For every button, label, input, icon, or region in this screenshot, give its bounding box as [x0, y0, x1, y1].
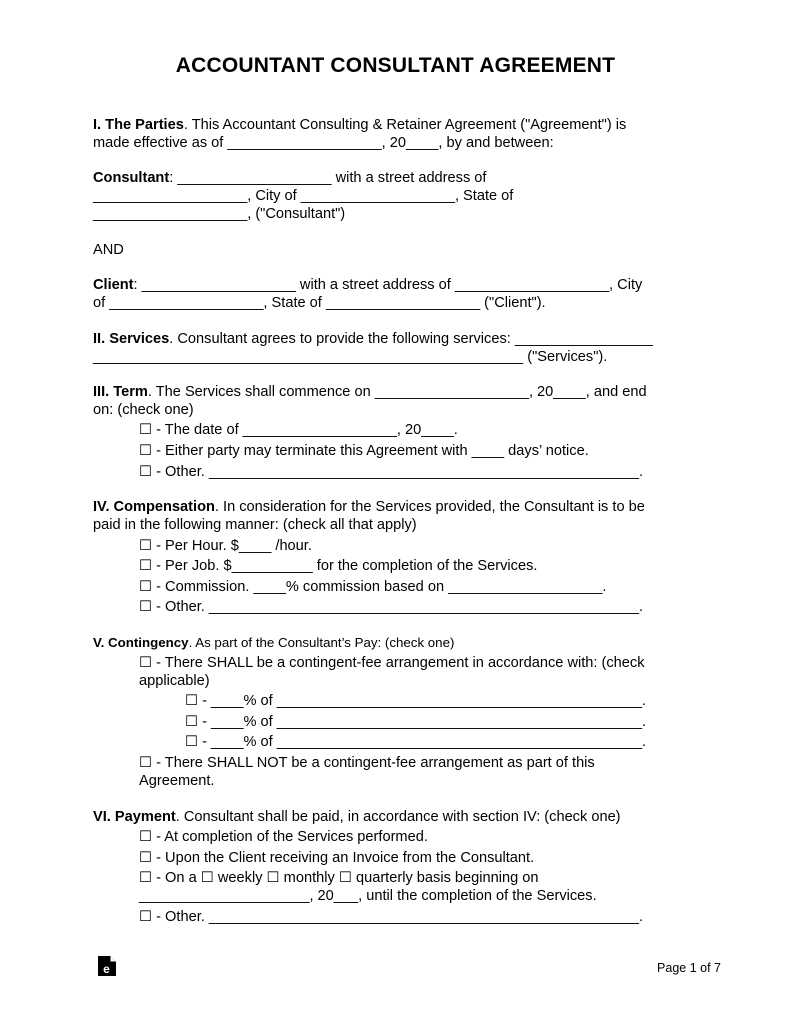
- contingency-line-1: V. Contingency. As part of the Consultant’s Pay: (check one): [93, 635, 455, 650]
- services-line-1: II. Services. Consultant agrees to provide the following services: _________________: [93, 331, 653, 347]
- payment-option-completion[interactable]: ☐ - At completion of the Services performed.: [139, 829, 428, 845]
- payment-option-periodic-cont: _____________________, 20___, until the completion of the Services.: [139, 888, 597, 904]
- term-heading: III. Term: [93, 384, 148, 400]
- term-line-1: III. Term. The Services shall commence on ___________________, 20____, and end: [93, 384, 647, 400]
- consultant-line-3: ___________________, ("Consultant"): [93, 206, 346, 222]
- page-title: ACCOUNTANT CONSULTANT AGREEMENT: [175, 54, 616, 77]
- contingency-option-shall-not[interactable]: ☐ - There SHALL NOT be a contingent-fee arrangement as part of this: [139, 755, 595, 771]
- parties-line-2: made effective as of ___________________, 20____, by and between:: [93, 135, 554, 151]
- payment-option-invoice[interactable]: ☐ - Upon the Client receiving an Invoice from the Consultant.: [139, 850, 535, 866]
- client-line-2: of ___________________, State of ___________________ ("Client").: [93, 295, 546, 311]
- services-heading: II. Services: [93, 331, 170, 347]
- compensation-heading: IV. Compensation: [93, 499, 215, 515]
- term-option-date[interactable]: ☐ - The date of ___________________, 20____.: [139, 422, 458, 438]
- compensation-line-1: IV. Compensation. In consideration for the Services provided, the Consultant is to be: [93, 499, 645, 515]
- consultant-heading: Consultant: [93, 170, 170, 186]
- parties-line-1: I. The Parties. This Accountant Consulting & Retainer Agreement ("Agreement") is: [93, 117, 627, 133]
- client-heading: Client: [93, 277, 134, 293]
- payment-heading: VI. Payment: [93, 809, 176, 825]
- and-text: AND: [93, 242, 124, 258]
- services-line-2: _____________________________________________________ ("Services").: [93, 349, 608, 365]
- svg-text:e: e: [103, 962, 110, 976]
- page-number: Page 1 of 7: [657, 961, 721, 975]
- contingency-percent-1[interactable]: ☐ - ____% of _____________________________________________.: [185, 693, 647, 709]
- compensation-option-hour[interactable]: ☐ - Per Hour. $____ /hour.: [139, 538, 312, 554]
- compensation-line-2: paid in the following manner: (check all that apply): [93, 517, 417, 533]
- compensation-option-other[interactable]: ☐ - Other. _____________________________________________________.: [139, 599, 644, 615]
- parties-heading: I. The Parties: [93, 117, 184, 133]
- contingency-heading: V. Contingency: [93, 635, 189, 650]
- payment-option-other[interactable]: ☐ - Other. _____________________________________________________.: [139, 909, 644, 925]
- contingency-percent-3[interactable]: ☐ - ____% of _____________________________________________.: [185, 734, 647, 750]
- payment-line-1: VI. Payment. Consultant shall be paid, in accordance with section IV: (check one): [93, 809, 621, 825]
- compensation-option-job[interactable]: ☐ - Per Job. $__________ for the completion of the Services.: [139, 558, 538, 574]
- payment-option-periodic[interactable]: ☐ - On a ☐ weekly ☐ monthly ☐ quarterly basis beginning on: [139, 870, 539, 886]
- consultant-line-2: ___________________, City of ___________________, State of: [93, 188, 514, 204]
- contingency-percent-2[interactable]: ☐ - ____% of _____________________________________________.: [185, 714, 647, 730]
- contingency-option-shall[interactable]: ☐ - There SHALL be a contingent-fee arrangement in accordance with: (check: [139, 655, 645, 671]
- consultant-line-1: Consultant: ___________________ with a street address of: [93, 170, 487, 186]
- eforms-logo-icon: [97, 955, 117, 977]
- compensation-option-commission[interactable]: ☐ - Commission. ____% commission based on ___________________.: [139, 579, 607, 595]
- term-option-other[interactable]: ☐ - Other. _____________________________________________________.: [139, 464, 644, 480]
- contingency-option-shall-not-cont: Agreement.: [139, 773, 215, 789]
- term-line-2: on: (check one): [93, 402, 194, 418]
- client-line-1: Client: ___________________ with a street address of ___________________, City: [93, 277, 643, 293]
- contingency-option-shall-cont: applicable): [139, 673, 210, 689]
- term-option-notice[interactable]: ☐ - Either party may terminate this Agreement with ____ days’ notice.: [139, 443, 589, 459]
